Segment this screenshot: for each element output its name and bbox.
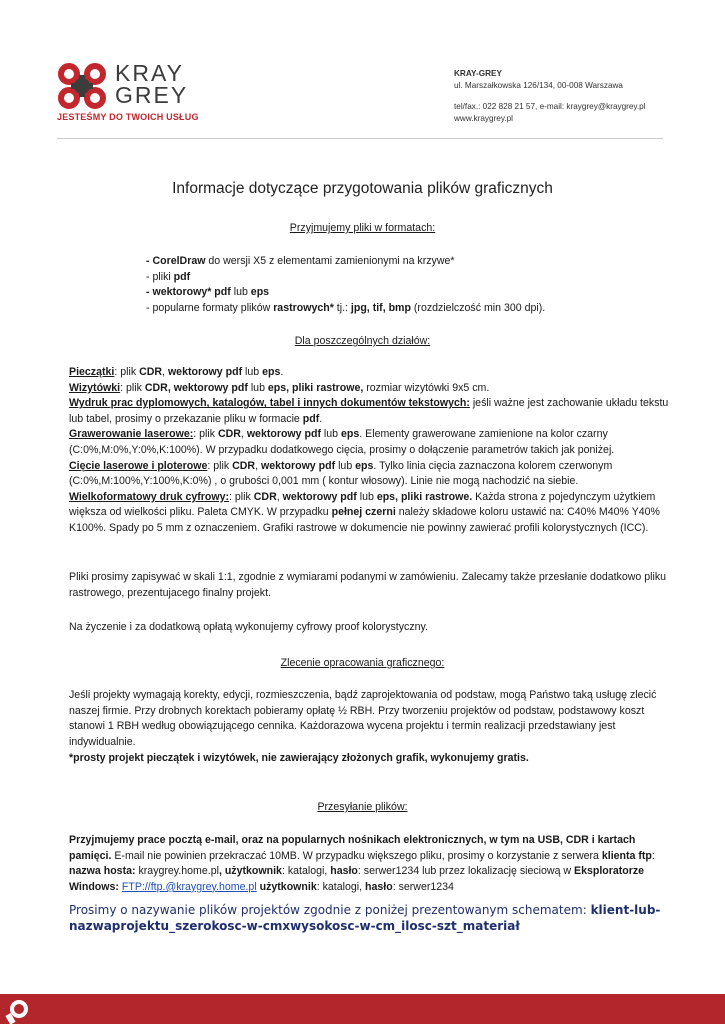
design-heading: Zlecenie opracowania graficznego: [280, 657, 445, 669]
ftp-link[interactable]: FTP://ftp.@kraygrey.home.pl [121, 880, 257, 893]
section-documents: Wydruk prac dyplomowych, katalogów, tabel i innych dokumentów tekstowych: jeśli ważne jest zachowanie układu tekstu lub tabel, prosimy o przekazanie pliku w formacie pdf. [69, 397, 669, 425]
design-note: *prosty projekt pieczątek i wizytówek, nie zawierający złożonych grafik, wykonujemy gratis. [69, 752, 529, 764]
list-item: - wektorowy* pdf lub eps [146, 286, 270, 299]
website: www.kraygrey.pl [454, 113, 513, 123]
sending-paragraph: Przyjmujemy prace pocztą e-mail, oraz na popularnych nośnikach elektronicznych, w tym na USB, CDR i kartach pamięci. E-mail nie powinien przekraczać 10MB. W przypadku większego pliku, prosimy o korzystanie z serwera klienta ftp: nazwa hosta: kraygrey.home.pl, użytkownik: katalogi, hasło: serwer1234 lub przez lokalizację sieciową w Eksploratorze Windows: FTP://ftp.@kraygrey.home.pl użytkownik: katalogi, hasło: serwer1234 [69, 834, 655, 893]
footer-logo-icon [4, 996, 32, 1024]
section-stamps: Pieczątki: plik CDR, wektorowy pdf lub eps. [69, 366, 284, 378]
sections-heading: Dla poszczególnych działów: [294, 335, 431, 347]
section-business-cards: Wizytówki: plik CDR, wektorowy pdf lub eps, pliki rastrowe, rozmiar wizytówki 9x5 cm. [69, 381, 490, 394]
list-item: - pliki pdf [146, 270, 191, 283]
list-item: - popularne formaty plików rastrowych* tj.: jpg, tif, bmp (rozdzielczość min 300 dpi). [146, 301, 546, 314]
address: ul. Marszałkowska 126/134, 00-008 Warszawa [454, 80, 623, 90]
design-paragraph: Jeśli projekty wymagają korekty, edycji, rozmieszczenia, bądź zaprojektowania od podstaw, mogą Państwo taką usługę zlecić naszej firmie. Przy drobnych korektach pobieramy opłatę ½ RBH. Przy tworzeniu projektów od podstaw, podstawowy koszt stanowi 1 RBH według obowiązującego cennika. Każdorazowa wycena projektu i termin realizacji przedstawiany jest indywidualnie. [69, 689, 657, 748]
footer-bar [0, 994, 725, 1024]
phone-email: tel/fax.: 022 828 21 57, e-mail: kraygrey@kraygrey.pl [454, 102, 646, 111]
formats-list [146, 254, 666, 316]
section-cutting: Cięcie laserowe i ploterowe: plik CDR, wektorowy pdf lub eps. Tylko linia cięcia zaznaczona kolorem czerwonym (C:0%,M:100%,Y:100%,K:0%) , o grubości 0,001 mm ( kontur włosowy). Linie nie mogą nachodzić na siebie. [69, 459, 613, 488]
list-item: - CorelDraw do wersji X5 z elementami zamienionymi na krzywe* [146, 255, 455, 267]
contact-block [454, 68, 646, 124]
company-name: KRAY-GREY [454, 69, 502, 78]
page-title: Informacje dotyczące przygotowania plików graficznych [172, 180, 553, 197]
sections-block [69, 365, 669, 537]
naming-scheme: Prosimy o nazywanie plików projektów zgodnie z poniżej prezentowanym schematem: klient-lub-nazwaprojektu_szerokosc-w-cmxwysokosc-w-cm_ilosc-szt_materiał [69, 903, 661, 933]
sending-heading: Przesyłanie plików: [317, 801, 408, 813]
section-engraving: Grawerowanie laserowe:: plik CDR, wektorowy pdf lub eps. Elementy grawerowane zamienione na kolor czarny (C:0%,M:0%,Y:0%,K:100%). W przypadku dodatkowego cięcia, prosimy o dołączenie parametrów takich jak poniżej. [69, 428, 615, 456]
formats-heading: Przyjmujemy pliki w formatach: [289, 222, 436, 234]
slogan: JESTEŚMY DO TWOICH USŁUG [57, 112, 199, 122]
header-divider [57, 138, 663, 139]
proof-paragraph: Na życzenie i za dodatkową opłatą wykonujemy cyfrowy proof kolorystyczny. [69, 621, 428, 633]
logo-wordmark: KRAY GREY [115, 60, 189, 108]
scale-paragraph: Pliki prosimy zapisywać w skali 1:1, zgodnie z wymiarami podanymi w zamówieniu. Zalecamy także przesłanie dodatkowo pliku rastrowego, prezentujacego finalny projekt. [69, 571, 667, 599]
section-large-format: Wielkoformatowy druk cyfrowy:: plik CDR, wektorowy pdf lub eps, pliki rastrowe. Każda strona z pojedynczym użytkiem większa od wielkości pliku. Paleta CMYK. W przypadku pełnej czerni należy składowe koloru ustawić na: C40% M40% Y40% K100%. Spady po 5 mm z oznaczeniem. Grafiki rastrowe w dokumencie nie powinny zawierać profili kolorystycznych (ICC). [69, 490, 660, 534]
